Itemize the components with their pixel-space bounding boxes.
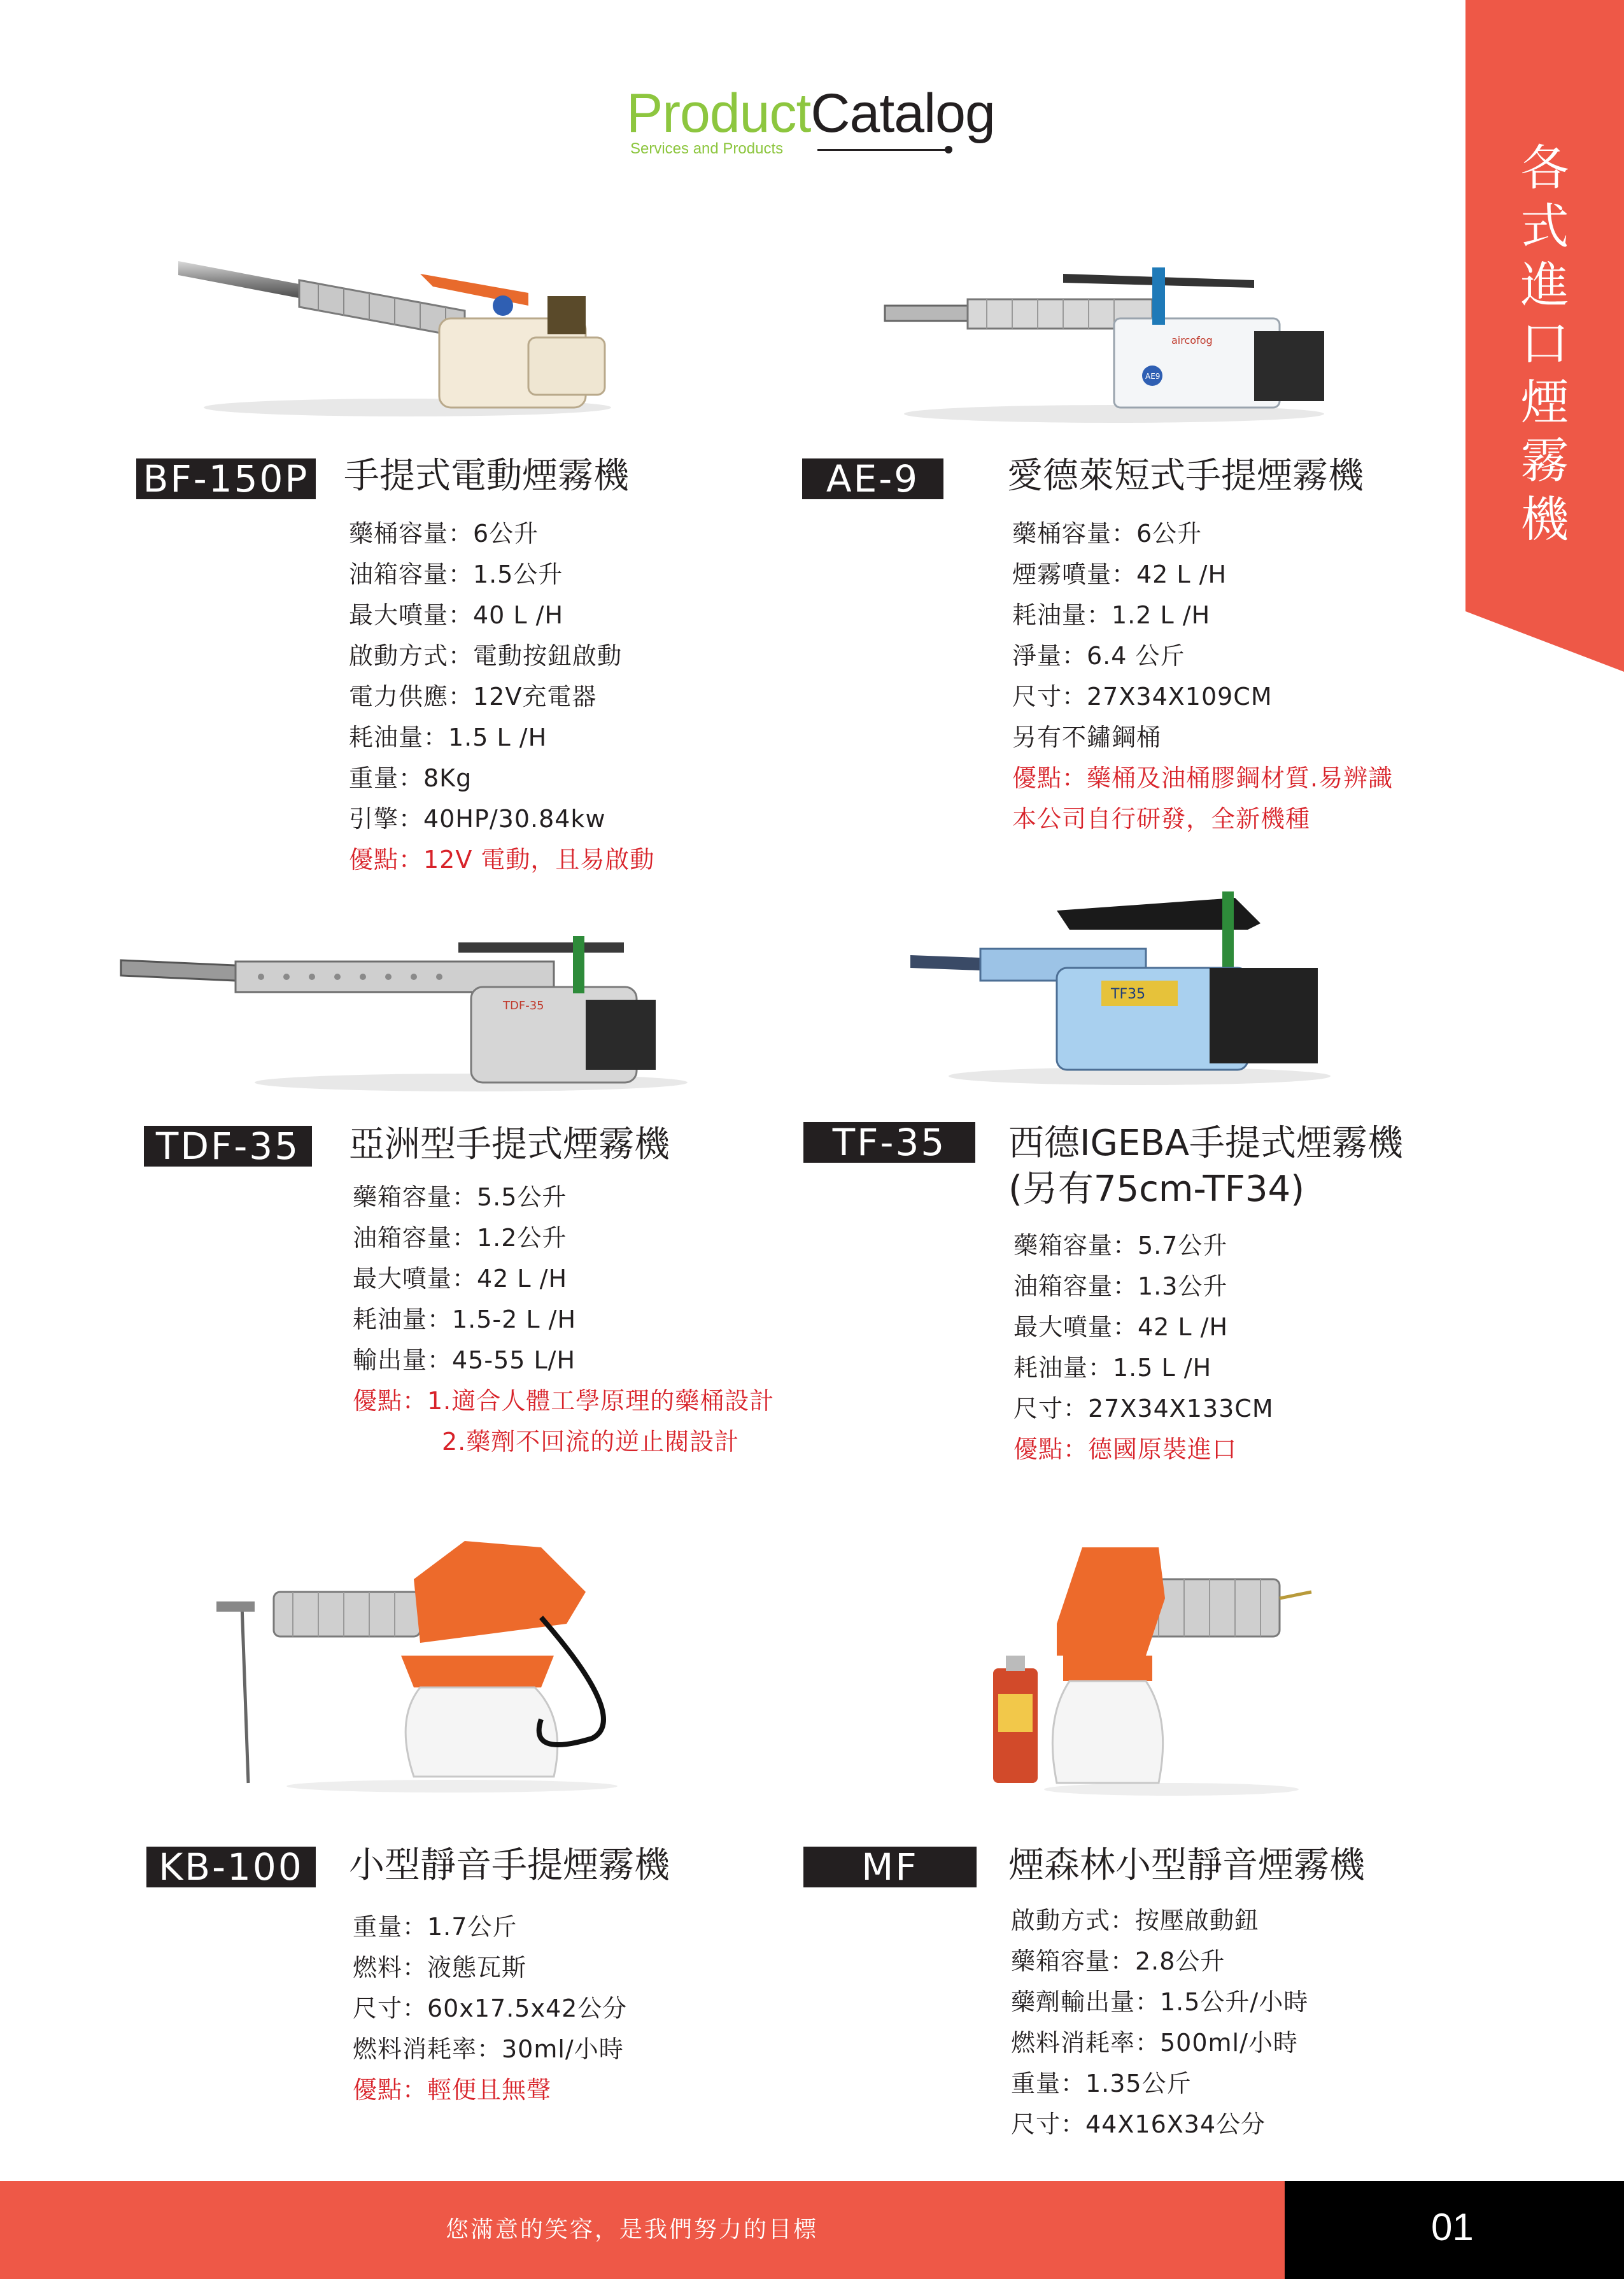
spec-item: 最大噴量：40 L /H: [349, 601, 564, 629]
spec-item: 重量：1.7公斤: [353, 1913, 518, 1941]
spec-highlight: 優點：12V 電動，且易啟動: [349, 846, 655, 874]
spec-highlight: 優點：藥桶及油桶膠鋼材質.易辨識: [1012, 764, 1394, 792]
spec-highlight: 本公司自行研發，全新機種: [1012, 805, 1311, 833]
spec-item: 淨量：6.4 公斤: [1012, 642, 1185, 670]
product-name: 手提式電動煙霧機: [344, 455, 629, 497]
spec-item: 電力供應：12V充電器: [349, 683, 597, 711]
spec-item: 燃料：液態瓦斯: [353, 1954, 527, 1982]
category-char: 霧: [1520, 432, 1569, 489]
product-code: MF: [803, 1847, 977, 1887]
product-code: TDF-35: [144, 1126, 312, 1167]
spec-item: 尺寸：44X16X34公分: [1011, 2110, 1266, 2138]
spec-highlight: 優點：1.適合人體工學原理的藥桶設計: [353, 1387, 775, 1415]
spec-item: 最大噴量：42 L /H: [1013, 1313, 1229, 1341]
spec-list: [353, 1906, 627, 2110]
spec-item: 重量：8Kg: [349, 764, 472, 792]
tdf35-fogger-photo: [115, 930, 700, 1095]
spec-item: 油箱容量：1.3公升: [1013, 1272, 1228, 1300]
spec-item: 藥箱容量：5.7公升: [1013, 1232, 1228, 1260]
spec-item: 輸出量：45-55 L/H: [353, 1346, 576, 1374]
spec-item: 油箱容量：1.2公升: [353, 1224, 567, 1252]
category-char: 各: [1520, 139, 1569, 196]
footer-slogan: 您滿意的笑容，是我們努力的目標: [446, 2217, 819, 2243]
catalog-brand: [626, 82, 1008, 164]
category-ribbon: [1465, 0, 1624, 672]
ae9-photo-logo: aircofog: [1171, 334, 1213, 346]
spec-list: [349, 513, 654, 880]
spec-item: 耗油量：1.2 L /H: [1012, 601, 1211, 629]
spec-list: [353, 1177, 774, 1462]
spec-highlight: 優點：德國原裝進口: [1013, 1435, 1238, 1463]
page-number-box: [1285, 2181, 1624, 2279]
spec-item: 燃料消耗率：500ml/小時: [1011, 2029, 1298, 2057]
product-name: 煙森林小型靜音煙霧機: [1008, 1845, 1365, 1886]
spec-item: 尺寸：60x17.5x42公分: [353, 1994, 628, 2022]
spec-item: 尺寸：27X34X109CM: [1012, 683, 1273, 711]
catalog-underline-dot: [945, 146, 952, 153]
product-name: 小型靜音手提煙霧機: [349, 1845, 670, 1886]
kb100-fogger-photo: [210, 1528, 643, 1796]
product-name-variant: (另有75cm-TF34): [1008, 1168, 1305, 1210]
tdf35-photo-label: TDF-35: [503, 999, 544, 1012]
catalog-underline: [817, 149, 949, 151]
spec-item: 藥箱容量：5.5公升: [353, 1183, 567, 1211]
product-name: 愛德萊短式手提煙霧機: [1007, 455, 1364, 497]
category-char: 口: [1520, 315, 1569, 372]
spec-item: 藥箱容量：2.8公升: [1011, 1947, 1225, 1975]
spec-highlight: 優點：輕便且無聲: [353, 2076, 552, 2104]
spec-item: 油箱容量：1.5公升: [349, 560, 563, 588]
spec-item: 藥劑輸出量：1.5公升/小時: [1011, 1988, 1309, 2016]
spec-list: [1011, 1900, 1308, 2145]
page-number: 01: [1431, 2206, 1474, 2248]
page-footer: [0, 2181, 1624, 2279]
product-name: 西德IGEBA手提式煙霧機: [1008, 1123, 1404, 1164]
bf150p-fogger-photo: [172, 236, 643, 420]
category-title: [1465, 139, 1624, 549]
catalog-subtitle: Services and Products: [630, 140, 784, 157]
spec-item: 燃料消耗率：30ml/小時: [353, 2035, 624, 2063]
category-char: 進: [1520, 257, 1569, 313]
spec-item: 啟動方式：按壓啟動鈕: [1011, 1906, 1260, 1935]
category-char: 機: [1520, 491, 1569, 548]
catalog-title: [626, 82, 995, 145]
spec-item: 另有不鏽鋼桶: [1012, 723, 1162, 751]
mf-fogger-photo: [980, 1541, 1337, 1796]
product-name: 亞洲型手提式煙霧機: [349, 1124, 670, 1165]
spec-item: 藥桶容量：6公升: [349, 520, 539, 548]
catalog-title-product: Product: [626, 83, 811, 144]
spec-item: 耗油量：1.5-2 L /H: [353, 1305, 577, 1333]
tf35-photo-label: TF35: [1111, 986, 1146, 1002]
category-char: 煙: [1520, 374, 1569, 430]
spec-item: 煙霧噴量：42 L /H: [1012, 560, 1227, 588]
spec-list: [1013, 1225, 1274, 1470]
product-code: BF-150P: [136, 458, 316, 499]
ae9-photo-badge: AE9: [1145, 372, 1161, 381]
category-char: 式: [1520, 198, 1569, 255]
tf35-fogger-photo: [904, 885, 1343, 1089]
spec-item: 重量：1.35公斤: [1011, 2070, 1192, 2098]
spec-item: 耗油量：1.5 L /H: [1013, 1354, 1212, 1382]
product-code: AE-9: [802, 458, 943, 499]
product-code: TF-35: [803, 1122, 975, 1163]
spec-item: 藥桶容量：6公升: [1012, 520, 1203, 548]
spec-list: [1012, 513, 1393, 839]
spec-highlight: 2.藥劑不回流的逆止閥設計: [442, 1428, 740, 1456]
catalog-title-catalog: Catalog: [810, 83, 995, 144]
spec-item: 啟動方式：電動按鈕啟動: [349, 642, 623, 670]
ae9-fogger-photo: [872, 255, 1337, 427]
spec-item: 最大噴量：42 L /H: [353, 1265, 568, 1293]
spec-item: 尺寸：27X34X133CM: [1013, 1395, 1274, 1423]
spec-item: 耗油量：1.5 L /H: [349, 723, 547, 751]
product-code: KB-100: [146, 1847, 316, 1887]
spec-item: 引擎：40HP/30.84kw: [349, 805, 606, 833]
